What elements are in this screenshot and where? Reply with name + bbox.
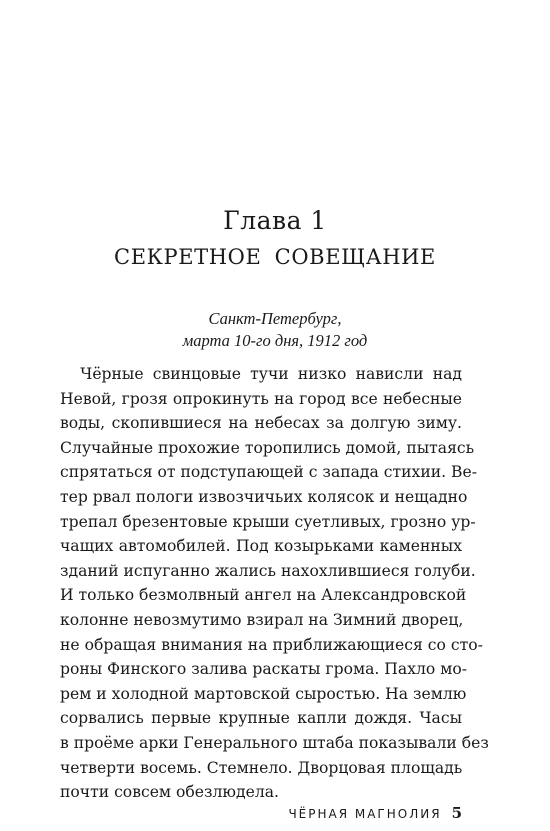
body-line: И только безмолвный ангел на Александровской	[60, 586, 467, 605]
body-line: тер рвал пологи извозчичьих колясок и нещадно	[60, 487, 468, 506]
body-paragraph	[60, 362, 489, 805]
footer-book-title: ЧЁРНАЯ МАГНОЛИЯ	[288, 807, 442, 821]
body-line: Невой, грозя опрокинуть на город все небесные	[60, 389, 462, 408]
epigraph-date: марта 10-го дня, 1912 год	[182, 331, 368, 350]
body-line: рем и холодной мартовской сыростью. На землю	[60, 684, 467, 703]
body-line: почти совсем обезлюдела.	[60, 783, 279, 802]
body-line: колонне невозмутимо взирал на Зимний дворец,	[60, 610, 464, 629]
body-line: четверти восемь. Стемнело. Дворцовая площадь	[60, 758, 463, 777]
body-line: трепал брезентовые крыши суетливых, грозно ур-	[60, 512, 476, 531]
epigraph	[0, 308, 550, 352]
page-number: 5	[451, 804, 462, 822]
body-line: зданий испуганно жались нахохлившиеся голуби.	[60, 561, 476, 580]
body-line: Случайные прохожие торопились домой, пытаясь	[60, 438, 475, 457]
chapter-title: СЕКРЕТНОЕ СОВЕЩАНИЕ	[114, 245, 436, 269]
body-line: спрятаться от подступающей с запада стихии. Ве-	[60, 463, 477, 482]
running-footer	[0, 804, 462, 823]
body-line: Чёрные свинцовые тучи низко нависли над	[80, 365, 462, 383]
body-line: сорвались первые крупные капли дождя. Часы	[60, 709, 462, 728]
body-line: воды, скопившиеся на небесах за долгую зиму.	[60, 414, 462, 433]
body-line: не обращая внимания на приближающиеся со сто-	[60, 635, 483, 654]
body-line: роны Финского залива раскаты грома. Пахло мо-	[60, 660, 468, 679]
body-line: в проёме арки Генерального штаба показывали без	[60, 733, 489, 752]
chapter-number: Глава 1	[223, 206, 327, 235]
body-line: чащих автомобилей. Под козырьками каменных	[60, 537, 462, 556]
epigraph-place: Санкт-Петербург,	[208, 309, 342, 328]
